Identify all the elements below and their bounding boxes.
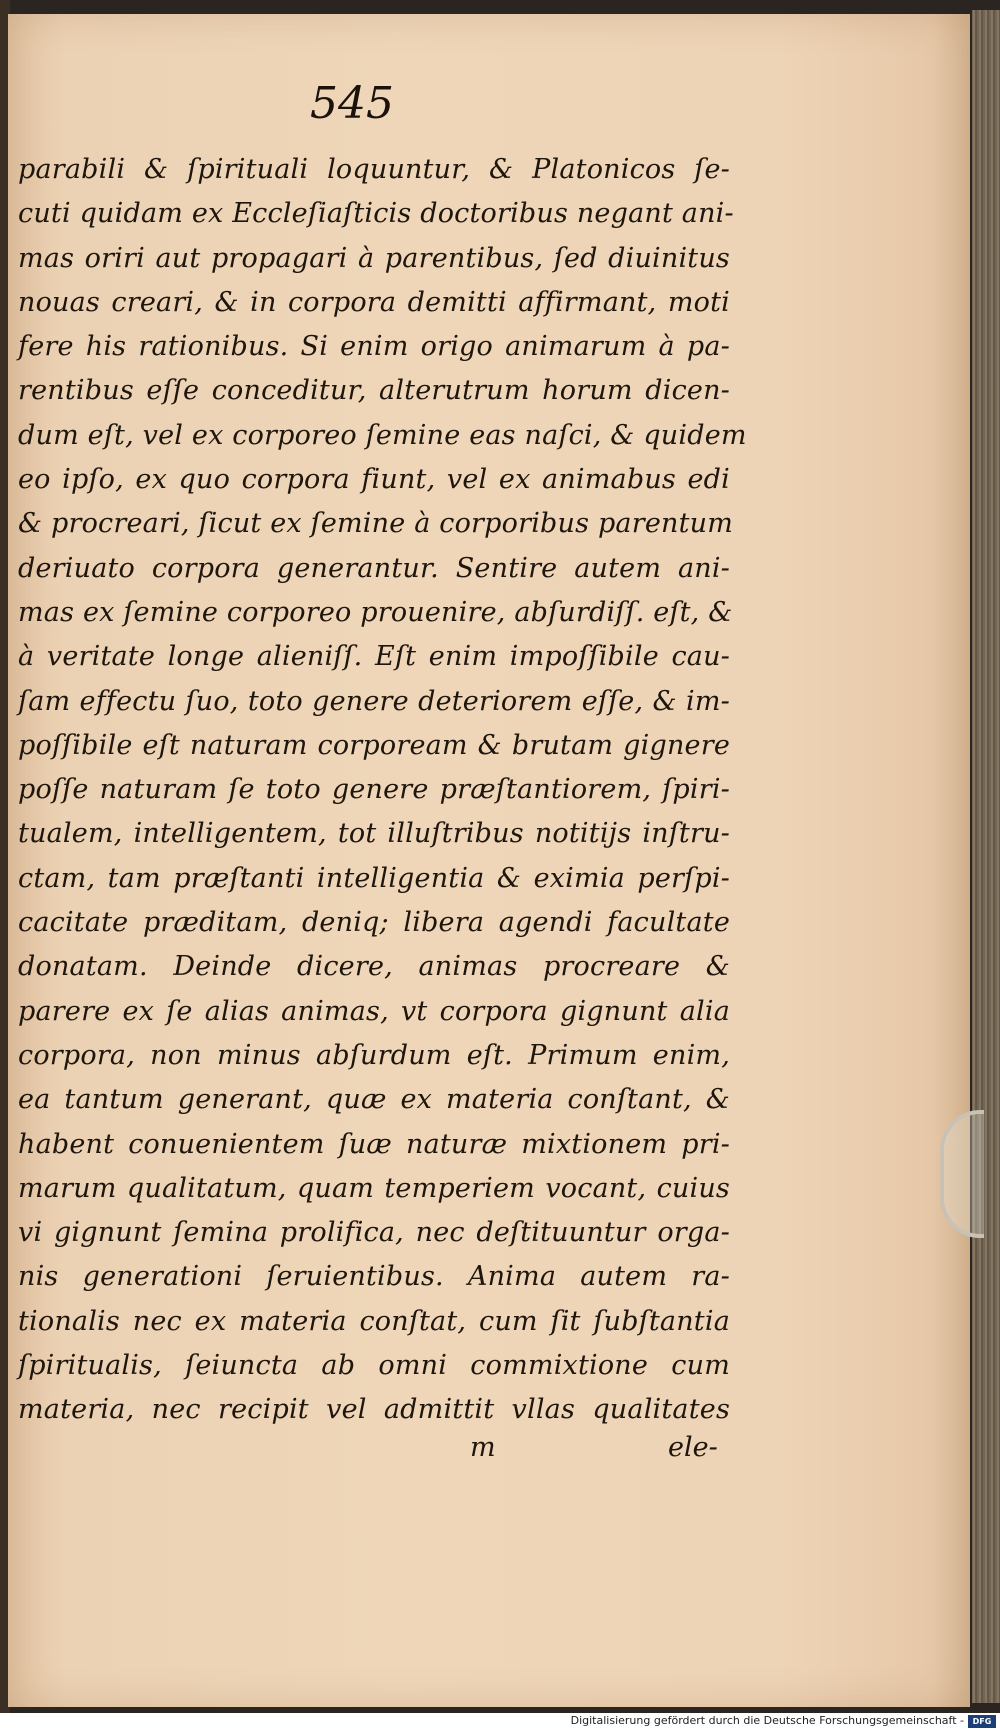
text-line: cuti quidam ex Eccleſiaſticis doctoribus negant ani-: [18, 198, 734, 230]
page-number: 545: [310, 78, 394, 129]
footer-credit: Digitalisierung gefördert durch die Deutsche Forschungsgemeinschaft -: [570, 1714, 964, 1727]
text-line: dum eſt, vel ex corporeo ſemine eas naſci, & quidem: [18, 419, 747, 451]
text-line: eo ipſo, ex quo corpora fiunt, vel ex animabus edi: [18, 464, 730, 496]
page-clip: [940, 1110, 984, 1238]
text-line: mas ex ſemine corporeo prouenire, abſurdiſſ. eſt, &: [18, 596, 733, 628]
signature-mark: m: [470, 1432, 496, 1463]
text-line: fere his rationibus. Si enim origo animarum à pa-: [18, 331, 730, 363]
text-line: rentibus eſſe conceditur, alterutrum horum dicen-: [18, 375, 730, 407]
text-line: ſpiritualis, ſeiuncta ab omni commixtione cum: [18, 1350, 730, 1382]
text-line: tionalis nec ex materia conſtat, cum ſit ſubſtantia: [18, 1305, 730, 1337]
text-line: corpora, non minus abſurdum eſt. Primum enim,: [18, 1039, 730, 1071]
text-line: poſſe naturam ſe toto genere præſtantiorem, ſpiri-: [18, 774, 730, 806]
text-line: vi gignunt ſemina prolifica, nec deſtituuntur orga-: [18, 1217, 730, 1249]
digitization-footer: [0, 1713, 1000, 1731]
text-line: & procreari, ſicut ex ſemine à corporibus parentum: [18, 508, 734, 540]
text-line: parabili & ſpirituali loquuntur, & Platonicos ſe-: [18, 154, 730, 185]
dfg-logo-icon: DFG: [968, 1715, 996, 1728]
text-line: materia, nec recipit vel admittit vllas qualitates: [18, 1394, 730, 1426]
text-line: poſſibile eſt naturam corpoream & brutam gignere: [18, 729, 730, 761]
text-line: marum qualitatum, quam temperiem vocant, cuius: [18, 1172, 730, 1204]
text-line: nouas creari, & in corpora demitti affirmant, moti: [18, 286, 730, 318]
text-line: nis generationi ſeruientibus. Anima autem ra-: [18, 1261, 730, 1293]
page-stack-edge: [972, 10, 1000, 1703]
text-line: ſam effectu ſuo, toto genere deteriorem eſſe, & im-: [18, 685, 730, 717]
text-line: donatam. Deinde dicere, animas procreare &: [18, 951, 730, 983]
text-line: ea tantum generant, quæ ex materia conſtant, &: [18, 1084, 730, 1116]
text-line: habent conuenientem ſuæ naturæ mixtionem pri-: [18, 1128, 730, 1160]
text-line: parere ex ſe alias animas, vt corpora gignunt alia: [18, 995, 730, 1027]
text-line: à veritate longe alieniſſ. Eſt enim impoſſibile cau-: [18, 641, 730, 673]
text-line: deriuato corpora generantur. Sentire autem ani-: [18, 552, 730, 584]
text-line: tualem, intelligentem, tot illuſtribus notitijs inſtru-: [18, 818, 730, 850]
body-text: [18, 148, 747, 1433]
text-line: cacitate præditam, deniq; libera agendi facultate: [18, 907, 730, 939]
text-line: mas oriri aut propagari à parentibus, ſed diuinitus: [18, 242, 730, 274]
catchword: ele-: [668, 1432, 718, 1463]
text-line: ctam, tam præſtanti intelligentia & eximia perſpi-: [18, 862, 730, 894]
